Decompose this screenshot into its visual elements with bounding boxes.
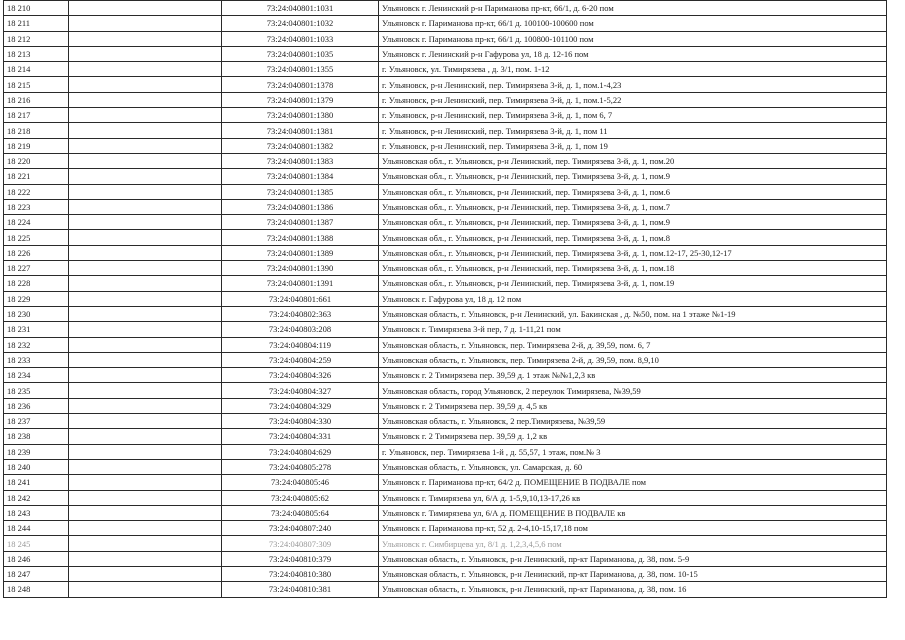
table-row [4,16,887,31]
empty-cell [69,169,222,184]
table-row [4,108,887,123]
address-cell: Ульяновская обл., г. Ульяновск, р-н Ленинский, пер. Тимирязева 3-й, д. 1, пом.19 [379,276,887,291]
cadastral-number-cell: 73:24:040801:1382 [222,138,379,153]
registry-table-body [4,1,887,598]
address-cell: Ульяновская обл., г. Ульяновск, р-н Ленинский, пер. Тимирязева 3-й, д. 1, пом.18 [379,261,887,276]
row-number-cell: 18 237 [4,414,69,429]
empty-cell [69,337,222,352]
address-cell: Ульяновская область, г. Ульяновск, р-н Ленинский, пр-кт Париманова, д. 38, пом. 10-15 [379,566,887,581]
row-number-cell: 18 216 [4,92,69,107]
row-number-cell: 18 235 [4,383,69,398]
cadastral-number-cell: 73:24:040801:1386 [222,199,379,214]
row-number-cell: 18 242 [4,490,69,505]
table-row [4,123,887,138]
cadastral-number-cell: 73:24:040805:64 [222,505,379,520]
cadastral-number-cell: 73:24:040804:326 [222,368,379,383]
empty-cell [69,368,222,383]
cadastral-number-cell: 73:24:040801:1355 [222,62,379,77]
address-cell: Ульяновск г. 2 Тимирязева пер. 39,59 д. 1,2 кв [379,429,887,444]
address-cell: Ульяновск г. Париманова пр-кт, 66/1 д. 100800-101100 пом [379,31,887,46]
cadastral-number-cell: 73:24:040801:1378 [222,77,379,92]
row-number-cell: 18 231 [4,322,69,337]
cadastral-number-cell: 73:24:040801:1387 [222,215,379,230]
row-number-cell: 18 245 [4,536,69,551]
empty-cell [69,322,222,337]
empty-cell [69,123,222,138]
cadastral-number-cell: 73:24:040807:240 [222,521,379,536]
cadastral-number-cell: 73:24:040810:381 [222,582,379,597]
empty-cell [69,153,222,168]
empty-cell [69,551,222,566]
table-row [4,475,887,490]
empty-cell [69,291,222,306]
cadastral-number-cell: 73:24:040804:330 [222,414,379,429]
table-row [4,276,887,291]
table-row [4,383,887,398]
address-cell: Ульяновск г. Тимирязева ул, 6/А д. ПОМЕЩЕНИЕ В ПОДВАЛЕ кв [379,505,887,520]
row-number-cell: 18 238 [4,429,69,444]
table-row [4,1,887,16]
empty-cell [69,62,222,77]
empty-cell [69,582,222,597]
row-number-cell: 18 225 [4,230,69,245]
row-number-cell: 18 213 [4,46,69,61]
address-cell: Ульяновск г. Тимирязева 3-й пер, 7 д. 1-11,21 пом [379,322,887,337]
empty-cell [69,276,222,291]
empty-cell [69,459,222,474]
table-row [4,215,887,230]
row-number-cell: 18 221 [4,169,69,184]
cadastral-number-cell: 73:24:040802:363 [222,306,379,321]
address-cell: Ульяновск г. 2 Тимирязева пер. 39,59 д. 1 этаж №№1,2,3 кв [379,368,887,383]
address-cell: г. Ульяновск, ул. Тимирязева , д. 3/1, пом. 1-12 [379,62,887,77]
empty-cell [69,444,222,459]
empty-cell [69,429,222,444]
empty-cell [69,108,222,123]
row-number-cell: 18 224 [4,215,69,230]
table-row [4,429,887,444]
empty-cell [69,536,222,551]
table-row [4,536,887,551]
cadastral-number-cell: 73:24:040801:1381 [222,123,379,138]
address-cell: Ульяновск г. Ленинский р-н Париманова пр-кт, 66/1, д. 6-20 пом [379,1,887,16]
address-cell: Ульяновская обл., г. Ульяновск, р-н Ленинский, пер. Тимирязева 3-й, д. 1, пом.12-17, 25-30,12-17 [379,245,887,260]
address-cell: Ульяновская обл., г. Ульяновск, р-н Ленинский, пер. Тимирязева 3-й, д. 1, пом.6 [379,184,887,199]
cadastral-number-cell: 73:24:040804:327 [222,383,379,398]
address-cell: г. Ульяновск, р-н Ленинский, пер. Тимирязева 3-й, д. 1, пом 19 [379,138,887,153]
table-row [4,306,887,321]
table-row [4,291,887,306]
cadastral-number-cell: 73:24:040801:1385 [222,184,379,199]
row-number-cell: 18 236 [4,398,69,413]
empty-cell [69,352,222,367]
address-cell: Ульяновская обл., г. Ульяновск, р-н Ленинский, пер. Тимирязева 3-й, д. 1, пом.7 [379,199,887,214]
empty-cell [69,92,222,107]
cadastral-number-cell: 73:24:040801:1032 [222,16,379,31]
cadastral-number-cell: 73:24:040801:1031 [222,1,379,16]
cadastral-number-cell: 73:24:040810:380 [222,566,379,581]
table-row [4,31,887,46]
address-cell: г. Ульяновск, р-н Ленинский, пер. Тимирязева 3-й, д. 1, пом.1-4,23 [379,77,887,92]
table-row [4,521,887,536]
table-row [4,352,887,367]
empty-cell [69,16,222,31]
table-row [4,414,887,429]
table-row [4,505,887,520]
address-cell: г. Ульяновск, р-н Ленинский, пер. Тимирязева 3-й, д. 1, пом.1-5,22 [379,92,887,107]
address-cell: Ульяновск г. 2 Тимирязева пер. 39,59 д. 4,5 кв [379,398,887,413]
empty-cell [69,398,222,413]
cadastral-number-cell: 73:24:040801:1380 [222,108,379,123]
table-row [4,459,887,474]
cadastral-number-cell: 73:24:040810:379 [222,551,379,566]
address-cell: Ульяновская обл., г. Ульяновск, р-н Ленинский, пер. Тимирязева 3-й, д. 1, пом.20 [379,153,887,168]
row-number-cell: 18 232 [4,337,69,352]
empty-cell [69,490,222,505]
address-cell: г. Ульяновск, р-н Ленинский, пер. Тимирязева 3-й, д. 1, пом 6, 7 [379,108,887,123]
address-cell: Ульяновская область, г. Ульяновск, р-н Ленинский, ул. Бакинская , д. №50, пом. на 1 этаже №1-19 [379,306,887,321]
address-cell: Ульяновская обл., г. Ульяновск, р-н Ленинский, пер. Тимирязева 3-й, д. 1, пом.8 [379,230,887,245]
table-row [4,245,887,260]
address-cell: Ульяновск г. Париманова пр-кт, 66/1 д. 100100-100600 пом [379,16,887,31]
empty-cell [69,77,222,92]
empty-cell [69,184,222,199]
cadastral-number-cell: 73:24:040804:331 [222,429,379,444]
empty-cell [69,521,222,536]
table-row [4,566,887,581]
cadastral-number-cell: 73:24:040801:1389 [222,245,379,260]
row-number-cell: 18 227 [4,261,69,276]
address-cell: Ульяновск г. Гафурова ул, 18 д. 12 пом [379,291,887,306]
row-number-cell: 18 215 [4,77,69,92]
table-row [4,169,887,184]
table-row [4,490,887,505]
empty-cell [69,31,222,46]
cadastral-number-cell: 73:24:040804:259 [222,352,379,367]
row-number-cell: 18 230 [4,306,69,321]
table-row [4,62,887,77]
cadastral-number-cell: 73:24:040805:62 [222,490,379,505]
address-cell: Ульяновская обл., г. Ульяновск, р-н Ленинский, пер. Тимирязева 3-й, д. 1, пом.9 [379,169,887,184]
table-row [4,398,887,413]
row-number-cell: 18 212 [4,31,69,46]
row-number-cell: 18 244 [4,521,69,536]
cadastral-number-cell: 73:24:040804:329 [222,398,379,413]
row-number-cell: 18 222 [4,184,69,199]
address-cell: г. Ульяновск, р-н Ленинский, пер. Тимирязева 3-й, д. 1, пом 11 [379,123,887,138]
table-row [4,184,887,199]
empty-cell [69,215,222,230]
row-number-cell: 18 217 [4,108,69,123]
table-row [4,337,887,352]
cadastral-number-cell: 73:24:040804:119 [222,337,379,352]
table-row [4,322,887,337]
empty-cell [69,138,222,153]
table-row [4,77,887,92]
empty-cell [69,245,222,260]
empty-cell [69,475,222,490]
empty-cell [69,414,222,429]
row-number-cell: 18 233 [4,352,69,367]
cadastral-number-cell: 73:24:040801:1388 [222,230,379,245]
table-row [4,46,887,61]
address-cell: Ульяновск г. Ленинский р-н Гафурова ул, 18 д. 12-16 пом [379,46,887,61]
table-row [4,261,887,276]
cadastral-number-cell: 73:24:040801:1390 [222,261,379,276]
cadastral-number-cell: 73:24:040801:1035 [222,46,379,61]
address-cell: Ульяновская область, г. Ульяновск, р-н Ленинский, пр-кт Париманова, д. 38, пом. 16 [379,582,887,597]
address-cell: Ульяновск г. Париманова пр-кт, 64/2 д. ПОМЕЩЕНИЕ В ПОДВАЛЕ пом [379,475,887,490]
address-cell: Ульяновская область, г. Ульяновск, 2 пер.Тимирязева, №39,59 [379,414,887,429]
empty-cell [69,383,222,398]
address-cell: Ульяновская область, г. Ульяновск, ул. Самарская, д. 60 [379,459,887,474]
cadastral-number-cell: 73:24:040804:629 [222,444,379,459]
cadastral-number-cell: 73:24:040803:208 [222,322,379,337]
table-row [4,582,887,597]
row-number-cell: 18 210 [4,1,69,16]
table-row [4,230,887,245]
address-cell: г. Ульяновск, пер. Тимирязева 1-й , д. 55,57, 1 этаж, пом.№ 3 [379,444,887,459]
empty-cell [69,46,222,61]
empty-cell [69,261,222,276]
row-number-cell: 18 248 [4,582,69,597]
cadastral-number-cell: 73:24:040805:278 [222,459,379,474]
table-row [4,444,887,459]
row-number-cell: 18 239 [4,444,69,459]
row-number-cell: 18 240 [4,459,69,474]
table-row [4,199,887,214]
row-number-cell: 18 226 [4,245,69,260]
empty-cell [69,505,222,520]
row-number-cell: 18 246 [4,551,69,566]
cadastral-number-cell: 73:24:040801:1379 [222,92,379,107]
row-number-cell: 18 211 [4,16,69,31]
row-number-cell: 18 223 [4,199,69,214]
row-number-cell: 18 218 [4,123,69,138]
empty-cell [69,199,222,214]
cadastral-number-cell: 73:24:040801:661 [222,291,379,306]
row-number-cell: 18 220 [4,153,69,168]
row-number-cell: 18 243 [4,505,69,520]
empty-cell [69,306,222,321]
address-cell: Ульяновск г. Симбирцева ул, 8/1 д. 1,2,3,4,5,6 пом [379,536,887,551]
address-cell: Ульяновская обл., г. Ульяновск, р-н Ленинский, пер. Тимирязева 3-й, д. 1, пом.9 [379,215,887,230]
empty-cell [69,230,222,245]
row-number-cell: 18 241 [4,475,69,490]
row-number-cell: 18 229 [4,291,69,306]
row-number-cell: 18 228 [4,276,69,291]
table-row [4,551,887,566]
cadastral-number-cell: 73:24:040801:1033 [222,31,379,46]
cadastral-number-cell: 73:24:040805:46 [222,475,379,490]
registry-table [3,0,887,598]
address-cell: Ульяновская область, г. Ульяновск, пер. Тимирязева 2-й, д. 39,59, пом. 6, 7 [379,337,887,352]
table-row [4,153,887,168]
table-row [4,138,887,153]
address-cell: Ульяновск г. Тимирязева ул, 6/А д. 1-5,9,10,13-17,26 кв [379,490,887,505]
cadastral-number-cell: 73:24:040801:1391 [222,276,379,291]
row-number-cell: 18 247 [4,566,69,581]
cadastral-number-cell: 73:24:040801:1383 [222,153,379,168]
cadastral-number-cell: 73:24:040807:309 [222,536,379,551]
cadastral-number-cell: 73:24:040801:1384 [222,169,379,184]
address-cell: Ульяновская область, г. Ульяновск, пер. Тимирязева 2-й, д. 39,59, пом. 8,9,10 [379,352,887,367]
row-number-cell: 18 234 [4,368,69,383]
row-number-cell: 18 219 [4,138,69,153]
address-cell: Ульяновск г. Париманова пр-кт, 52 д. 2-4,10-15,17,18 пом [379,521,887,536]
address-cell: Ульяновская область, г. Ульяновск, р-н Ленинский, пр-кт Париманова, д. 38, пом. 5-9 [379,551,887,566]
empty-cell [69,566,222,581]
empty-cell [69,1,222,16]
table-row [4,368,887,383]
table-row [4,92,887,107]
row-number-cell: 18 214 [4,62,69,77]
address-cell: Ульяновская область, город Ульяновск, 2 переулок Тимирязева, №39,59 [379,383,887,398]
